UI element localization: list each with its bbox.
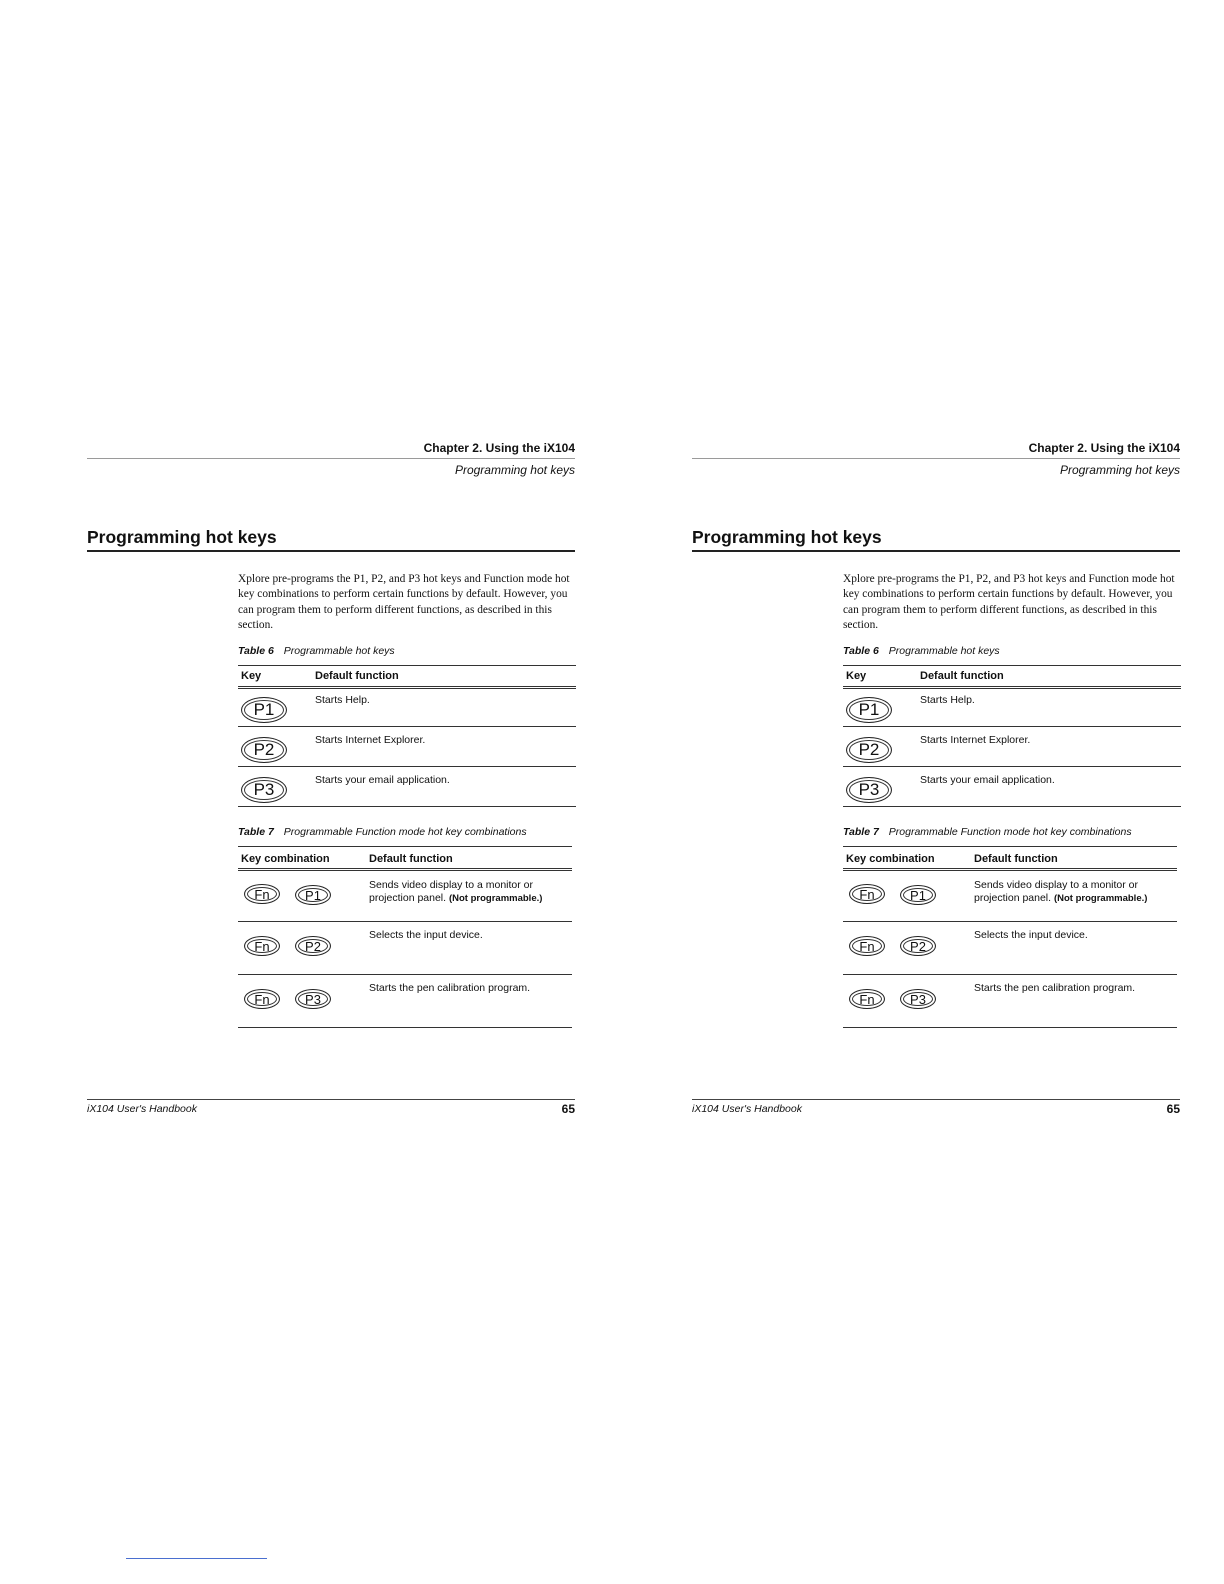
table6-col-key: Key [846, 670, 867, 682]
table6-col-function: Default function [315, 670, 399, 682]
not-programmable-note: (Not programmable.) [1053, 893, 1148, 904]
not-programmable-note: (Not programmable.) [448, 893, 543, 904]
table7-col-key: Key combination [846, 853, 935, 865]
row-function: Starts your email application. [920, 774, 1055, 786]
header-chapter: Chapter 2. Using the iX104 [1028, 441, 1180, 455]
table7-col-key: Key combination [241, 853, 330, 865]
row-function: Starts your email application. [315, 774, 450, 786]
table-row [238, 689, 576, 727]
page-title: Programming hot keys [692, 527, 882, 547]
row-function: Selects the input device. [974, 929, 1088, 941]
intro-paragraph: Xplore pre-programs the P1, P2, and P3 hot keys and Function mode hot key combinations to perform certain functions by default. However, you can program them to perform different functions, as described in this section. [238, 573, 570, 631]
table6-caption [843, 645, 1000, 657]
table7-label: Table 7 [843, 826, 879, 838]
row-function: Starts the pen calibration program. [369, 982, 531, 994]
table-row [238, 975, 572, 1028]
table-row [843, 689, 1181, 727]
p2-key-icon: P2 [846, 737, 892, 763]
table6-caption [238, 645, 395, 657]
page-left [87, 0, 582, 1584]
table7-col-function: Default function [369, 853, 453, 865]
table-row [843, 975, 1177, 1028]
table7-label: Table 7 [238, 826, 274, 838]
row-function: Starts Help. [920, 694, 975, 706]
table6-caption-text: Programmable hot keys [283, 645, 395, 657]
p3-key-icon: P3 [900, 989, 936, 1009]
footer-book-title: iX104 User's Handbook [87, 1103, 197, 1115]
table-row [843, 872, 1177, 922]
p3-key-icon: P3 [295, 989, 331, 1009]
fn-key-icon: Fn [849, 936, 885, 956]
fn-key-icon: Fn [244, 884, 280, 904]
p2-key-icon: P2 [295, 936, 331, 956]
header-section: Programming hot keys [454, 463, 575, 477]
table7-caption [843, 826, 1132, 838]
table6-col-key: Key [241, 670, 262, 682]
header-chapter: Chapter 2. Using the iX104 [423, 441, 575, 455]
row-function: Starts the pen calibration program. [974, 982, 1136, 994]
row-function: Selects the input device. [369, 929, 483, 941]
page-number: 65 [561, 1102, 575, 1116]
stray-link-underline [126, 1558, 267, 1559]
table6-caption-text: Programmable hot keys [888, 645, 1000, 657]
table7-caption [238, 826, 527, 838]
p2-key-icon: P2 [900, 936, 936, 956]
row-function-text: Sends video display to a monitor or projection panel. [974, 879, 1139, 904]
header-rule [87, 458, 575, 459]
row-function [974, 879, 1174, 905]
header-section: Programming hot keys [1059, 463, 1180, 477]
fn-key-icon: Fn [849, 989, 885, 1009]
fn-key-icon: Fn [244, 936, 280, 956]
p3-key-icon: P3 [241, 777, 287, 803]
table-row [843, 922, 1177, 975]
title-rule [87, 550, 575, 552]
table-row [238, 922, 572, 975]
p1-key-icon: P1 [846, 697, 892, 723]
header-rule [692, 458, 1180, 459]
table6-label: Table 6 [843, 645, 879, 657]
p1-key-icon: P1 [295, 885, 331, 905]
p1-key-icon: P1 [241, 697, 287, 723]
footer-book-title: iX104 User's Handbook [692, 1103, 802, 1115]
table-row [238, 872, 572, 922]
table-row [238, 729, 576, 767]
footer-rule [692, 1099, 1180, 1100]
table7-caption-text: Programmable Function mode hot key combinations [283, 826, 527, 838]
row-function: Starts Help. [315, 694, 370, 706]
table-row [843, 729, 1181, 767]
fn-key-icon: Fn [849, 884, 885, 904]
p3-key-icon: P3 [846, 777, 892, 803]
page-title: Programming hot keys [87, 527, 277, 547]
row-function: Starts Internet Explorer. [920, 734, 1031, 746]
table7-caption-text: Programmable Function mode hot key combinations [888, 826, 1132, 838]
p1-key-icon: P1 [900, 885, 936, 905]
table-row [843, 769, 1181, 807]
fn-key-icon: Fn [244, 989, 280, 1009]
intro-paragraph: Xplore pre-programs the P1, P2, and P3 hot keys and Function mode hot key combinations to perform certain functions by default. However, you can program them to perform different functions, as described in this section. [843, 573, 1175, 631]
page-right [692, 0, 1187, 1584]
footer-rule [87, 1099, 575, 1100]
table6-label: Table 6 [238, 645, 274, 657]
table-row [238, 769, 576, 807]
title-rule [692, 550, 1180, 552]
p2-key-icon: P2 [241, 737, 287, 763]
row-function: Starts Internet Explorer. [315, 734, 426, 746]
page-number: 65 [1166, 1102, 1180, 1116]
table6-col-function: Default function [920, 670, 1004, 682]
table7-col-function: Default function [974, 853, 1058, 865]
row-function-text: Sends video display to a monitor or projection panel. [369, 879, 534, 904]
row-function [369, 879, 569, 905]
